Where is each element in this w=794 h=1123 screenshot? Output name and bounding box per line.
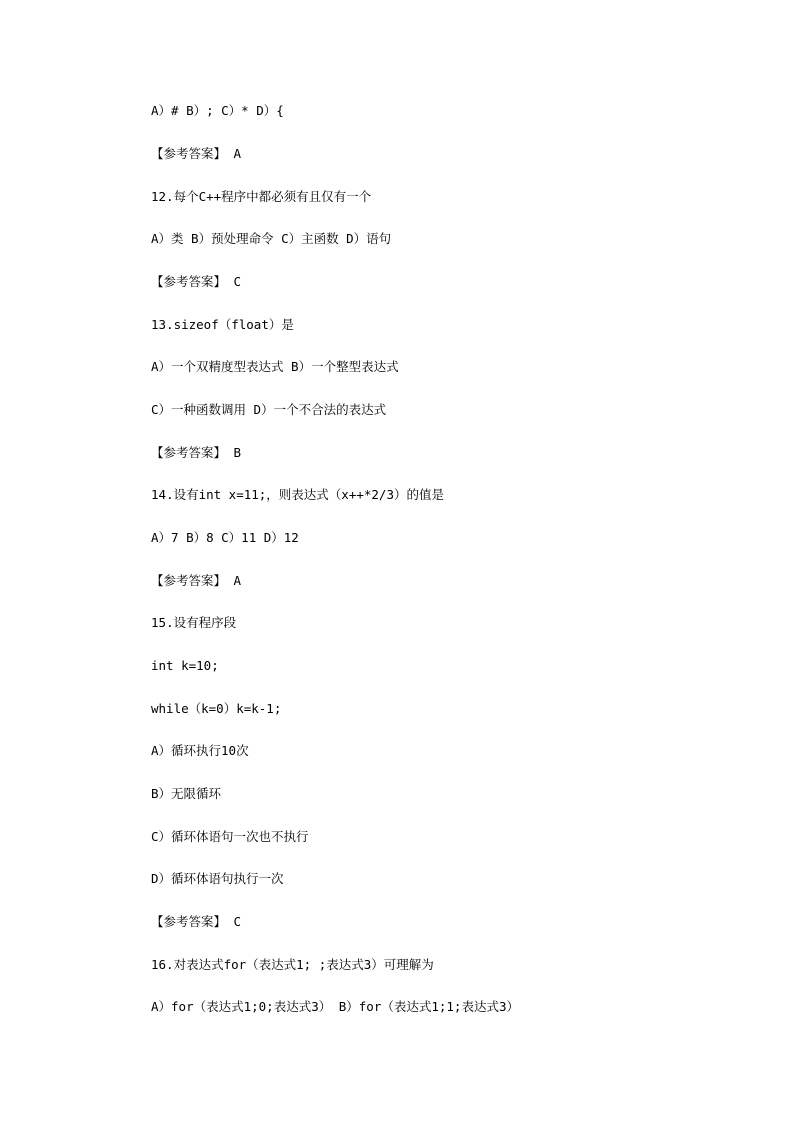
q12-question: 12.每个C++程序中都必须有且仅有一个	[151, 189, 372, 204]
q15-code-line-2: while（k=0）k=k-1;	[151, 701, 282, 716]
q16-question: 16.对表达式for（表达式1; ;表达式3）可理解为	[151, 957, 434, 972]
q15-code-line-1: int k=10;	[151, 658, 219, 673]
q11-options: A）# B）; C）* D）{	[151, 103, 284, 118]
q14-answer: 【参考答案】 A	[151, 573, 242, 588]
q13-answer: 【参考答案】 B	[151, 445, 242, 460]
q16-options: A）for（表达式1;0;表达式3） B）for（表达式1;1;表达式3）	[151, 999, 519, 1014]
q13-options-cd: C）一种函数调用 D）一个不合法的表达式	[151, 402, 387, 417]
q12-answer: 【参考答案】 C	[151, 274, 242, 289]
q13-question: 13.sizeof（float）是	[151, 317, 294, 332]
q14-question: 14.设有int x=11;，则表达式（x++*2/3）的值是	[151, 487, 444, 502]
q15-option-d: D）循环体语句执行一次	[151, 871, 284, 886]
q14-options: A）7 B）8 C）11 D）12	[151, 530, 299, 545]
q15-answer: 【参考答案】 C	[151, 914, 242, 929]
q12-options: A）类 B）预处理命令 C）主函数 D）语句	[151, 231, 392, 246]
q15-question: 15.设有程序段	[151, 615, 237, 630]
q11-answer: 【参考答案】 A	[151, 146, 242, 161]
q15-option-a: A）循环执行10次	[151, 743, 249, 758]
q15-option-b: B）无限循环	[151, 786, 222, 801]
q13-options-ab: A）一个双精度型表达式 B）一个整型表达式	[151, 359, 399, 374]
q15-option-c: C）循环体语句一次也不执行	[151, 829, 309, 844]
